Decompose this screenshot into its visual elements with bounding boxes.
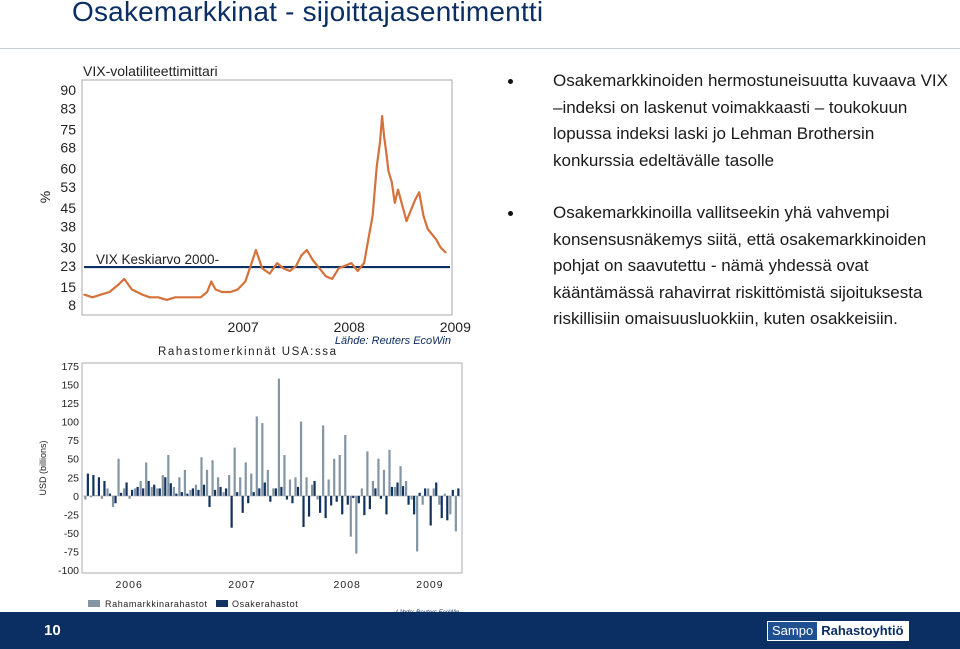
vix-data-point [251, 262, 253, 264]
fund-bar-money-market [217, 477, 219, 496]
vix-y-tick-label: 90 [60, 81, 76, 98]
fund-x-tick-label: 2006 [115, 579, 143, 591]
vix-data-point [283, 268, 285, 270]
fund-bar-equity [236, 492, 238, 496]
fund-bar-money-market [195, 485, 197, 496]
bullet-list [508, 68, 948, 359]
fund-bar-money-market [101, 496, 103, 499]
fund-bar-equity [87, 474, 89, 496]
fund-bar-money-market [112, 496, 114, 507]
fund-bar-equity [352, 496, 354, 498]
fund-bar-equity [148, 481, 150, 496]
vix-data-point [276, 262, 278, 264]
vix-data-point [423, 215, 425, 217]
fund-bar-equity [203, 485, 205, 496]
fund-y-axis-label: USD (billions) [38, 440, 48, 496]
fund-bar-equity [396, 482, 398, 495]
fund-bar-money-market [438, 496, 440, 505]
vix-data-point [183, 297, 185, 299]
fund-bar-money-market [433, 488, 435, 495]
vix-y-tick-label: 8 [68, 297, 76, 314]
vix-x-tick-label: 2009 [439, 319, 471, 335]
fund-bar-equity [253, 492, 255, 496]
fund-bar-equity [435, 482, 437, 495]
vix-data-point [406, 220, 408, 222]
vix-data-point [206, 291, 208, 293]
bullet-item [508, 68, 948, 174]
fund-bar-equity [407, 496, 409, 505]
vix-y-tick-label: 75 [60, 121, 76, 138]
fund-bar-equity [391, 487, 393, 496]
vix-y-tick-label: 15 [60, 278, 76, 295]
fund-bar-equity [446, 496, 448, 520]
fund-bar-money-market [261, 423, 263, 496]
fund-bar-equity [231, 496, 233, 528]
vix-data-point [289, 270, 291, 272]
fund-bar-money-market [294, 477, 296, 496]
fund-bar-equity [413, 496, 415, 515]
vix-y-tick-label: 45 [60, 200, 76, 216]
bullet-text: Osakemarkkinoiden hermostuneisuutta kuvaava VIX –indeksi on laskenut voimakkaasti – toukokuun lopussa indeksi laski jo Lehman Brothersin konkurssia edeltävälle tasolle [553, 71, 948, 170]
vix-data-point [368, 239, 370, 241]
fund-bar-equity [137, 487, 139, 496]
vix-data-point [100, 294, 102, 296]
vix-y-tick-label: 53 [60, 179, 76, 195]
vix-data-point [245, 281, 247, 283]
vix-data-point [200, 297, 202, 299]
bullet-dot [508, 211, 513, 216]
fund-bar-money-market [84, 496, 86, 500]
fund-bar-money-market [106, 488, 108, 495]
fund-y-tick-label: 175 [61, 361, 79, 373]
vix-data-point [261, 268, 263, 270]
fund-bar-equity [347, 496, 349, 505]
fund-bar-equity [308, 496, 310, 517]
vix-source-label: Lähde: Reuters EcoWin [334, 335, 451, 347]
vix-data-point [376, 165, 378, 167]
vix-y-tick-label: 83 [60, 100, 76, 117]
fund-bar-equity [430, 496, 432, 526]
fund-y-tick-label: 150 [61, 379, 79, 392]
vix-data-point [431, 234, 433, 236]
vix-data-point [191, 297, 193, 299]
fund-bar-money-market [245, 462, 247, 495]
fund-bar-money-market [267, 470, 269, 496]
logo-part-1: Sampo [768, 622, 817, 640]
vix-data-point [363, 262, 365, 264]
vix-data-point [301, 255, 303, 257]
vix-y-tick-label: 30 [60, 239, 76, 256]
vix-data-point [379, 142, 381, 144]
page-number: 10 [44, 622, 61, 639]
vix-data-point [397, 189, 399, 191]
fund-bar-money-market [305, 477, 307, 496]
fund-y-tick-label: -50 [63, 527, 79, 540]
fund-bar-equity [330, 496, 332, 506]
fund-bar-money-market [350, 496, 352, 537]
fund-x-tick-label: 2007 [228, 579, 256, 591]
fund-bar-money-market [322, 425, 324, 495]
fund-y-tick-label: 25 [67, 472, 79, 485]
vix-data-point [269, 273, 271, 275]
fund-bar-money-market [283, 455, 285, 496]
fund-bar-equity [225, 488, 227, 495]
fund-bar-equity [214, 490, 216, 496]
fund-y-tick-label: 0 [73, 490, 79, 503]
fund-bar-money-market [311, 485, 313, 496]
fund-bar-equity [208, 496, 210, 507]
fund-bar-equity [297, 487, 299, 496]
fund-bar-money-market [167, 455, 169, 496]
vix-data-point [118, 283, 120, 285]
vix-data-point [383, 136, 385, 138]
fund-bar-equity [441, 496, 443, 518]
fund-bar-money-market [250, 474, 252, 496]
fund-bar-equity [181, 492, 183, 496]
fund-bar-money-market [173, 487, 175, 496]
fund-bar-equity [336, 496, 338, 502]
vix-x-tick-label: 2007 [227, 319, 259, 335]
vix-chart [37, 63, 471, 347]
fund-bar-money-market [162, 475, 164, 496]
fund-bar-money-market [455, 496, 457, 532]
fund-bar-money-market [372, 481, 374, 496]
fund-bar-equity [92, 475, 94, 496]
vix-data-point [435, 239, 437, 241]
fund-bar-money-market [427, 488, 429, 495]
vix-data-point [158, 297, 160, 299]
fund-bar-money-market [383, 470, 385, 496]
fund-bar-equity [98, 477, 100, 496]
fund-bar-money-market [388, 450, 390, 496]
fund-bar-money-market [90, 496, 92, 497]
vix-y-tick-label: 38 [60, 218, 76, 235]
fund-y-tick-label: -25 [63, 509, 79, 522]
fund-bar-money-market [344, 435, 346, 496]
fund-bar-money-market [134, 488, 136, 495]
sampo-logo [767, 621, 909, 641]
legend-swatch-equity [216, 600, 228, 607]
fund-bar-equity [175, 494, 177, 496]
vix-data-point [136, 291, 138, 293]
fund-bar-equity [142, 488, 144, 495]
fund-bar-equity [275, 488, 277, 495]
fund-bar-equity [258, 488, 260, 495]
fund-bar-money-market [178, 477, 180, 496]
vix-data-point [319, 268, 321, 270]
fund-bar-money-market [223, 492, 225, 496]
fund-bar-equity [186, 494, 188, 496]
fund-bar-money-market [422, 496, 424, 505]
fund-bar-money-market [117, 459, 119, 496]
vix-data-point [142, 294, 144, 296]
fund-bar-equity [358, 496, 360, 503]
fund-x-tick-label: 2009 [416, 579, 444, 591]
fund-bar-money-market [211, 460, 213, 496]
vix-data-point [149, 297, 151, 299]
fund-bar-money-market [411, 496, 413, 500]
fund-bar-money-market [206, 470, 208, 496]
fund-y-tick-label: -75 [63, 546, 79, 559]
vix-data-point [124, 278, 126, 280]
fund-legend [88, 599, 298, 609]
vix-data-point [386, 152, 388, 154]
vix-chart-title: VIX-volatiliteettimittari [83, 63, 218, 79]
vix-average-label: VIX Keskiarvo 2000- [96, 252, 220, 268]
fund-bar-equity [131, 490, 133, 496]
fund-chart-title: Rahastomerkinnät USA:ssa [158, 346, 338, 358]
fund-bar-equity [219, 487, 221, 496]
fund-bar-equity [170, 483, 172, 496]
vix-data-point [221, 291, 223, 293]
fund-bar-money-market [123, 488, 125, 495]
fund-bar-money-market [234, 448, 236, 496]
fund-bar-equity [247, 496, 249, 503]
fund-bar-money-market [239, 477, 241, 496]
vix-y-tick-label: 68 [60, 139, 76, 156]
fund-bar-equity [109, 494, 111, 496]
fund-plot-frame [82, 363, 462, 573]
fund-bar-equity [341, 496, 343, 515]
fund-bar-equity [103, 481, 105, 496]
fund-bar-money-market [256, 416, 258, 495]
vix-data-point [414, 199, 416, 201]
fund-bar-equity [452, 490, 454, 496]
vix-data-point [372, 215, 374, 217]
fund-bar-money-market [444, 494, 446, 496]
vix-data-point [445, 252, 447, 254]
fund-bar-equity [120, 493, 122, 496]
fund-bar-money-market [366, 451, 368, 496]
fund-bar-equity [286, 496, 288, 500]
fund-flow-chart [38, 346, 462, 616]
vix-y-tick-label: 23 [60, 257, 76, 274]
fund-y-tick-label: 125 [61, 398, 79, 411]
fund-bar-equity [457, 488, 459, 495]
fund-bar-equity [419, 493, 421, 496]
fund-bar-equity [374, 488, 376, 495]
fund-bar-money-market [416, 496, 418, 552]
fund-bar-money-market [289, 480, 291, 496]
fund-bar-equity [242, 496, 244, 513]
charts-area [0, 0, 500, 612]
fund-bar-equity [363, 496, 365, 515]
fund-bar-money-market [361, 488, 363, 495]
fund-bar-equity [264, 482, 266, 495]
vix-data-point [255, 249, 257, 251]
vix-data-point [440, 247, 442, 249]
fund-bar-money-market [189, 490, 191, 496]
fund-bar-equity [192, 488, 194, 495]
fund-bar-money-market [405, 481, 407, 496]
fund-bar-equity [302, 496, 304, 527]
vix-data-point [394, 202, 396, 204]
fund-bar-equity [424, 488, 426, 495]
legend-label-money-market: Rahamarkkinarahastot [105, 599, 208, 609]
legend-swatch-money-market [88, 600, 100, 607]
vix-data-point [331, 278, 333, 280]
fund-bar-equity [325, 496, 327, 518]
fund-bar-equity [385, 496, 387, 515]
vix-data-point [312, 260, 314, 262]
vix-data-point [402, 205, 404, 207]
vix-x-tick-label: 2008 [333, 319, 365, 335]
fund-bar-money-market [200, 457, 202, 496]
vix-data-point [344, 265, 346, 267]
vix-y-tick-label: 60 [60, 160, 76, 177]
vix-y-axis-label: % [37, 190, 53, 204]
fund-bar-equity [197, 490, 199, 496]
fund-bar-money-market [328, 480, 330, 496]
fund-bar-money-market [95, 495, 97, 496]
fund-bar-money-market [355, 496, 357, 554]
fund-bar-equity [402, 486, 404, 496]
fund-bar-money-market [129, 496, 131, 499]
page-title: Osakemarkkinat - sijoittajasentimentti [72, 0, 544, 27]
vix-data-point [295, 265, 297, 267]
fund-y-tick-label: -100 [57, 565, 79, 577]
fund-bar-money-market [156, 488, 158, 495]
vix-data-point [131, 289, 133, 291]
fund-bar-money-market [184, 470, 186, 496]
vix-data-point [338, 268, 340, 270]
vix-data-point [388, 171, 390, 173]
vix-data-point [391, 181, 393, 183]
fund-bar-money-market [339, 455, 341, 496]
fund-bar-money-market [449, 496, 451, 515]
vix-data-point [109, 291, 111, 293]
fund-bar-money-market [151, 487, 153, 496]
fund-bar-money-market [300, 422, 302, 496]
legend-label-equity: Osakerahastot [232, 599, 299, 609]
vix-data-point [174, 297, 176, 299]
fund-x-tick-label: 2008 [333, 579, 361, 591]
fund-y-tick-label: 100 [61, 416, 79, 429]
fund-bar-equity [125, 482, 127, 495]
vix-data-point [92, 297, 94, 299]
logo-part-2: Rahastoyhtiö [817, 622, 907, 640]
fund-y-tick-label: 50 [67, 453, 79, 466]
fund-bar-money-market [228, 475, 230, 496]
vix-data-point [230, 291, 232, 293]
fund-bar-equity [164, 477, 166, 496]
bullet-item [508, 200, 948, 333]
fund-bar-money-market [140, 481, 142, 496]
fund-bar-money-market [333, 459, 335, 496]
vix-data-point [381, 115, 383, 117]
fund-bar-money-market [317, 496, 319, 500]
vix-data-point [325, 276, 327, 278]
fund-y-tick-label: 75 [67, 435, 79, 448]
bullet-dot [508, 79, 513, 84]
fund-bar-equity [291, 496, 293, 503]
fund-bar-money-market [399, 466, 401, 496]
vix-data-point [410, 210, 412, 212]
fund-bar-equity [369, 496, 371, 509]
fund-bar-equity [159, 488, 161, 495]
vix-data-point [418, 192, 420, 194]
fund-bar-equity [319, 496, 321, 513]
fund-bar-money-market [272, 488, 274, 495]
vix-data-point [237, 289, 239, 291]
fund-bar-equity [280, 487, 282, 496]
fund-bar-money-market [278, 379, 280, 496]
fund-bar-equity [269, 496, 271, 502]
fund-bar-equity [313, 481, 315, 496]
vix-data-point [357, 270, 359, 272]
vix-data-point [166, 299, 168, 301]
fund-bar-equity [114, 496, 116, 503]
vix-data-point [351, 262, 353, 264]
fund-bar-money-market [394, 487, 396, 496]
vix-data-point [427, 228, 429, 230]
fund-bar-equity [153, 485, 155, 496]
fund-bar-money-market [145, 462, 147, 495]
fund-bar-equity [380, 496, 382, 499]
vix-data-point [215, 289, 217, 291]
fund-bar-money-market [377, 459, 379, 496]
vix-data-point [83, 294, 85, 296]
bullet-text: Osakemarkkinoilla vallitseekin yhä vahvempi konsensusnäkemys siitä, että osakemarkkinoiden pohjat on saavutettu - nämä yhdessä ovat kääntämässä rahavirrat riskittömistä sijoituksesta riskillisiin omaisuusluokkiin, kuten osakkeisiin. [553, 203, 927, 328]
vix-data-point [306, 249, 308, 251]
vix-data-point [211, 281, 213, 283]
